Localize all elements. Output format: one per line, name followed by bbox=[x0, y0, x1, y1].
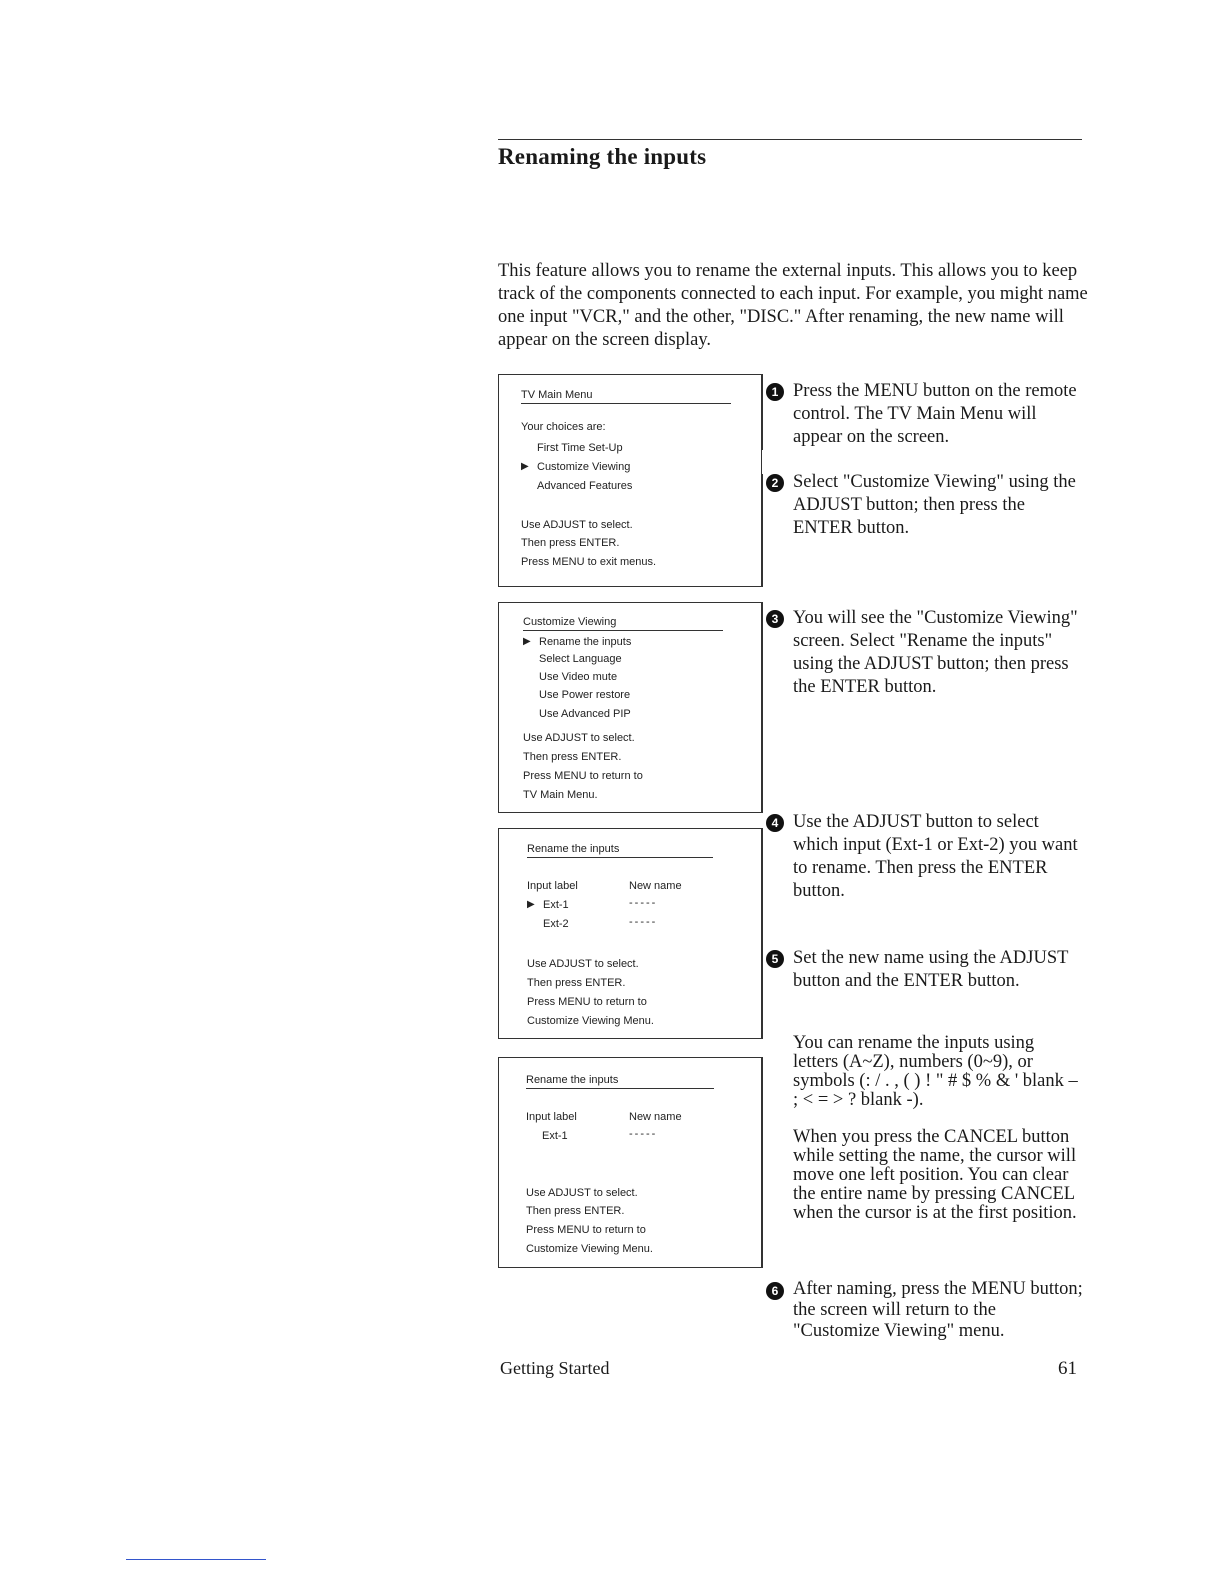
column-input-label: Input label bbox=[526, 1111, 577, 1123]
screen-header: TV Main Menu bbox=[521, 389, 731, 404]
note-characters: You can rename the inputs using letters (A~Z), numbers (0~9), or symbols (: / . , ( ) ! " # $ % & ' blank – ; < = > ? blank -). bbox=[793, 1033, 1078, 1110]
screen-header: Rename the inputs bbox=[527, 843, 713, 858]
menu-item: First Time Set-Up bbox=[537, 442, 623, 454]
selection-arrow-icon: ▶ bbox=[523, 636, 531, 647]
instruction-line: Customize Viewing Menu. bbox=[526, 1243, 653, 1255]
instruction-line: Customize Viewing Menu. bbox=[527, 1015, 654, 1027]
step-3 bbox=[766, 607, 1086, 699]
step-text: After naming, press the MENU button; the screen will return to the "Customize Viewing" menu. bbox=[793, 1279, 1083, 1341]
footer-section: Getting Started bbox=[500, 1358, 610, 1378]
menu-item: Rename the inputs bbox=[539, 636, 632, 648]
menu-item: Customize Viewing bbox=[537, 461, 631, 473]
instruction-line: Then press ENTER. bbox=[523, 751, 622, 763]
selection-arrow-icon: ▶ bbox=[521, 461, 529, 472]
step-1 bbox=[766, 380, 1086, 449]
screen-customize-viewing bbox=[498, 602, 762, 813]
screen-header: Customize Viewing bbox=[523, 616, 723, 631]
input-label: Ext-1 bbox=[543, 899, 569, 911]
column-divider bbox=[762, 374, 763, 450]
instruction-line: Then press ENTER. bbox=[527, 977, 626, 989]
step-text: Press the MENU button on the remote control. The TV Main Menu will appear on the screen. bbox=[793, 381, 1077, 447]
instruction-line: Use ADJUST to select. bbox=[523, 732, 635, 744]
new-name-value: ----- bbox=[629, 897, 658, 909]
input-label: Ext-2 bbox=[543, 918, 569, 930]
instruction-line: Then press ENTER. bbox=[526, 1205, 625, 1217]
step-text: You will see the "Customize Viewing" screen. Select "Rename the inputs" using the ADJUST button; then press the ENTER button. bbox=[793, 608, 1078, 697]
column-divider bbox=[762, 602, 763, 813]
step-text: Select "Customize Viewing" using the ADJUST button; then press the ENTER button. bbox=[793, 472, 1076, 538]
step-2 bbox=[766, 471, 1086, 540]
screen-tv-main-menu bbox=[498, 374, 762, 587]
menu-item: Select Language bbox=[539, 653, 622, 665]
selection-arrow-icon: ▶ bbox=[527, 899, 535, 910]
page-title: Renaming the inputs bbox=[498, 144, 707, 169]
step-text: Use the ADJUST button to select which input (Ext-1 or Ext-2) you want to rename. Then press the ENTER button. bbox=[793, 812, 1078, 901]
new-name-value: ----- bbox=[629, 1128, 658, 1140]
column-divider bbox=[762, 1057, 763, 1268]
instruction-line: Use ADJUST to select. bbox=[526, 1187, 638, 1199]
choices-label: Your choices are: bbox=[521, 421, 606, 433]
page-number: 61 bbox=[1058, 1358, 1077, 1379]
input-label: Ext-1 bbox=[542, 1130, 568, 1142]
intro-paragraph: This feature allows you to rename the external inputs. This allows you to keep track of the components connected to each input. For example, you might name one input "VCR," and the other, "DISC." After renaming, the new name will appear on the screen display. bbox=[498, 261, 1088, 350]
step-number-icon: 3 bbox=[766, 610, 784, 628]
column-divider bbox=[762, 474, 763, 587]
screen-rename-inputs-edit bbox=[498, 1057, 762, 1268]
step-number-icon: 4 bbox=[766, 814, 784, 832]
instruction-line: TV Main Menu. bbox=[523, 789, 598, 801]
step-6 bbox=[766, 1279, 1086, 1342]
screen-header: Rename the inputs bbox=[526, 1074, 714, 1089]
instruction-line: Then press ENTER. bbox=[521, 537, 620, 549]
menu-item: Advanced Features bbox=[537, 480, 633, 492]
step-number-icon: 2 bbox=[766, 474, 784, 492]
screen-rename-inputs-select bbox=[498, 828, 762, 1039]
step-number-icon: 5 bbox=[766, 950, 784, 968]
step-4 bbox=[766, 811, 1086, 903]
column-divider bbox=[762, 828, 763, 1039]
note-cancel: When you press the CANCEL button while setting the name, the cursor will move one left position. You can clear the entire name by pressing CANCEL when the cursor is at the first position. bbox=[793, 1127, 1077, 1223]
instruction-line: Press MENU to return to bbox=[527, 996, 647, 1008]
column-new-name: New name bbox=[629, 880, 682, 892]
menu-item: Use Power restore bbox=[539, 689, 631, 701]
instruction-line: Use ADJUST to select. bbox=[527, 958, 639, 970]
column-input-label: Input label bbox=[527, 880, 578, 892]
step-number-icon: 1 bbox=[766, 383, 784, 401]
column-new-name: New name bbox=[629, 1111, 682, 1123]
step-number-icon: 6 bbox=[766, 1282, 784, 1300]
instruction-line: Press MENU to exit menus. bbox=[521, 556, 657, 568]
menu-item: Use Video mute bbox=[539, 671, 618, 683]
menu-item: Use Advanced PIP bbox=[539, 708, 631, 720]
instruction-line: Press MENU to return to bbox=[523, 770, 643, 782]
instruction-line: Use ADJUST to select. bbox=[521, 519, 633, 531]
instruction-line: Press MENU to return to bbox=[526, 1224, 646, 1236]
scan-edge-line bbox=[126, 1559, 266, 1560]
step-text: Set the new name using the ADJUST button and the ENTER button. bbox=[793, 948, 1069, 991]
step-5 bbox=[766, 947, 1086, 993]
new-name-value: ----- bbox=[629, 916, 658, 928]
title-rule bbox=[498, 139, 1082, 140]
